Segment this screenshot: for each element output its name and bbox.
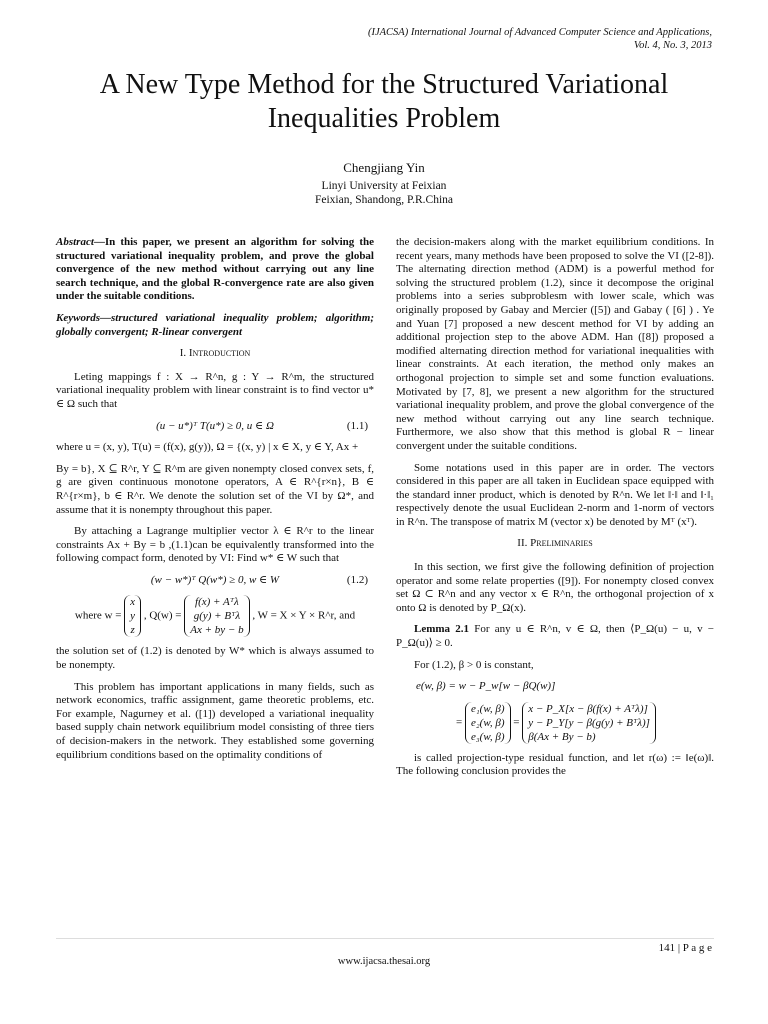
equation-1-2-number: (1.2) <box>346 573 368 586</box>
right-paragraph-1: the decision-makers along with the market equilibrium conditions. In recent years, many methods have been proposed to solve the VI ([2-8]). The alternating direction method (ADM) is a powerful method for solving the structured problem (1.2), since it decompose the original problems into a series subproblesm with lower scale, which was originally proposed by Gabay and Mercier ([5]) and Gabay ( [6] ) . Ye and Yuan [7] proposed a new descent method for VI by adding an additional projection step to the above ADM. Han ([8]) proposed a modified alternating direction method for variational inequalities with linear constraints. At each iteration, the method only makes an orthogonal projection to simple set and some function evaluations. Motivated by [7, 8], we present a new algorithm for the structured variational inequality problem, and prove the global convergence of the new method without carrying out any line search technique. Furthermore, we also show that this method is global R − linear convergent under the suitable conditions. <box>396 236 714 452</box>
where-q-label: , Q(w) = <box>143 610 182 622</box>
paper-title: A New Type Method for the Structured Variational Inequalities Problem <box>99 69 669 134</box>
q-vector-entry: g(y) + Bᵀλ <box>193 610 241 623</box>
equation-1-1-number: (1.1) <box>346 419 368 432</box>
keywords <box>56 312 374 339</box>
intro-paragraph-5: This problem has important applications in many fields, such as network economics, traffic assignment, game theoretic problems, etc. For example, Nagurney et al. ([1]) developed a variational inequality based supply chain network equilibrium model consisting of three tiers of decision-makers in the network. They established some governing equilibrium conditions based on the optimality conditions of <box>56 680 374 761</box>
page-number: 141 | P a g e <box>658 942 712 954</box>
lemma-text: For any u ∈ R^n, v ∈ Ω, then ⟨P_Ω(u) − u, v − P_Ω(u)⟩ ≥ 0. <box>396 623 714 650</box>
lemma-label: Lemma 2.1 <box>414 623 469 636</box>
keywords-label: Keywords <box>56 311 100 324</box>
where-definition-2 <box>56 595 374 637</box>
w-vector-entry: y <box>130 610 136 623</box>
preliminaries-paragraph-3: is called projection-type residual function, and let r(ω) := ‖e(ω)‖. The following conclusion provides the <box>396 751 714 778</box>
q-vector-entry: f(x) + Aᵀλ <box>195 596 239 609</box>
intro-paragraph-4: the solution set of (1.2) is denoted by W* which is always assumed to be nonempty. <box>56 645 374 672</box>
affiliation-line1: Linyi University at Feixian <box>321 180 447 192</box>
journal-website[interactable]: www.ijacsa.thesai.org <box>337 956 431 967</box>
where-w-set: , W = X × Y × R^r, and <box>252 610 356 622</box>
projection-vector <box>522 702 656 744</box>
equation-1-1 <box>56 420 374 434</box>
abstract-text: —In this paper, we present an algorithm for solving the structured variational inequality problem, and prove the global convergence of the new method without carrying out any line search technique, and the global R-convergence rate are also given under the suitable conditions. <box>56 236 374 303</box>
journal-header <box>368 26 712 52</box>
preliminaries-paragraph-1: In this section, we first give the following definition of projection operator and some relate properties ([9]). For nonempty closed convex set Ω ⊂ R^n and any vector x ∈ R^n, the orthogonal projection of x onto Ω is denoted by P_Ω(x). <box>396 561 714 614</box>
journal-header-line2: Vol. 4, No. 3, 2013 <box>633 40 712 51</box>
abstract <box>56 236 374 304</box>
footer-divider <box>56 938 714 939</box>
left-column <box>56 236 374 770</box>
w-vector-entry: x <box>130 596 136 609</box>
equation-1-1-body: (u − u*)ᵀ T(u*) ≥ 0, u ∈ Ω <box>156 419 274 432</box>
author-name: Chengjiang Yin <box>343 160 425 175</box>
abstract-label: Abstract <box>56 236 94 248</box>
affiliation-line2: Feixian, Shandong, P.R.China <box>314 194 453 206</box>
section-heading-preliminaries: II. Preliminaries <box>517 537 593 550</box>
e-vector <box>465 702 511 744</box>
residual-vector-equation: = e₁(w, β) e₂(w, β) e₃(w, β) = x − P_X[x − β(f(x) + Aᵀλ)] y − P_Y[y − β(g(y) + Bᵀλ)] β(Ax + By − b) <box>396 702 714 744</box>
q-vector-entry: Ax + by − b <box>190 624 244 637</box>
section-heading-introduction: I. Introduction <box>179 347 251 360</box>
affiliation <box>0 179 768 207</box>
intro-paragraph-1: Leting mappings f : X → R^n, g : Y → R^m, the structured variational inequality problem with linear constraint is to find vector u* ∈ Ω such that <box>56 370 374 410</box>
q-vector <box>184 595 249 637</box>
projection-vector-entry: y − P_Y[y − β(g(y) + Bᵀλ)] <box>528 716 650 729</box>
keywords-text: —structured variational inequality problem; algorithm; globally convergent; R-linear convergent <box>56 311 374 338</box>
right-paragraph-2: Some notations used in this paper are in order. The vectors considered in this paper are all taken in Euclidean space equipped with the standard inner product, which is denoted by R^n. We let ‖·‖ and ‖·‖₁ respectively denote the usual Euclidean 2-norm and 1-norm of vectors in R^n. The transpose of matrix M (vector x) be denoted by Mᵀ (xᵀ). <box>396 461 714 528</box>
journal-header-line1: (IJACSA) International Journal of Advanced Computer Science and Applications, <box>367 27 712 38</box>
intro-paragraph-2: By = b}, X ⊆ R^r, Y ⊆ R^m are given nonempty closed convex sets, f, g are given continuous monotone operators, A ∈ R^{r×n}, B ∈ R^{r×m}, b ∈ R^r. We denote the solution set of the VI by Ω*, and assume that it is nonempty throughout this paper. <box>56 462 374 516</box>
intro-paragraph-3: By attaching a Lagrange multiplier vector λ ∈ R^r to the linear constraints Ax + By = b ,(1.1)can be equivalently transformed into the following compact form, denoted by VI: Find w* ∈ W such that <box>56 525 374 565</box>
e-vector-entry: e₃(w, β) <box>470 730 505 743</box>
lemma-2-1 <box>396 623 714 650</box>
right-column <box>396 236 714 787</box>
w-vector <box>124 595 141 637</box>
equation-1-2-body: (w − w*)ᵀ Q(w*) ≥ 0, w ∈ W <box>150 573 280 586</box>
projection-vector-entry: x − P_X[x − β(f(x) + Aᵀλ)] <box>528 702 648 715</box>
equation-1-2 <box>56 574 374 588</box>
where-definition-1: where u = (x, y), T(u) = (f(x), g(y)), Ω = {(x, y) | x ∈ X, y ∈ Y, Ax + <box>56 441 359 454</box>
preliminaries-paragraph-2: For (1.2), β > 0 is constant, <box>414 658 534 671</box>
projection-vector-entry: β(Ax + By − b) <box>528 730 596 743</box>
e-vector-entry: e₁(w, β) <box>470 702 505 715</box>
w-vector-entry: z <box>130 624 135 637</box>
where-w-label: where w = <box>74 610 122 622</box>
residual-equation: e(w, β) = w − P_w[w − βQ(w)] <box>416 680 556 693</box>
e-vector-entry: e₂(w, β) <box>470 716 505 729</box>
